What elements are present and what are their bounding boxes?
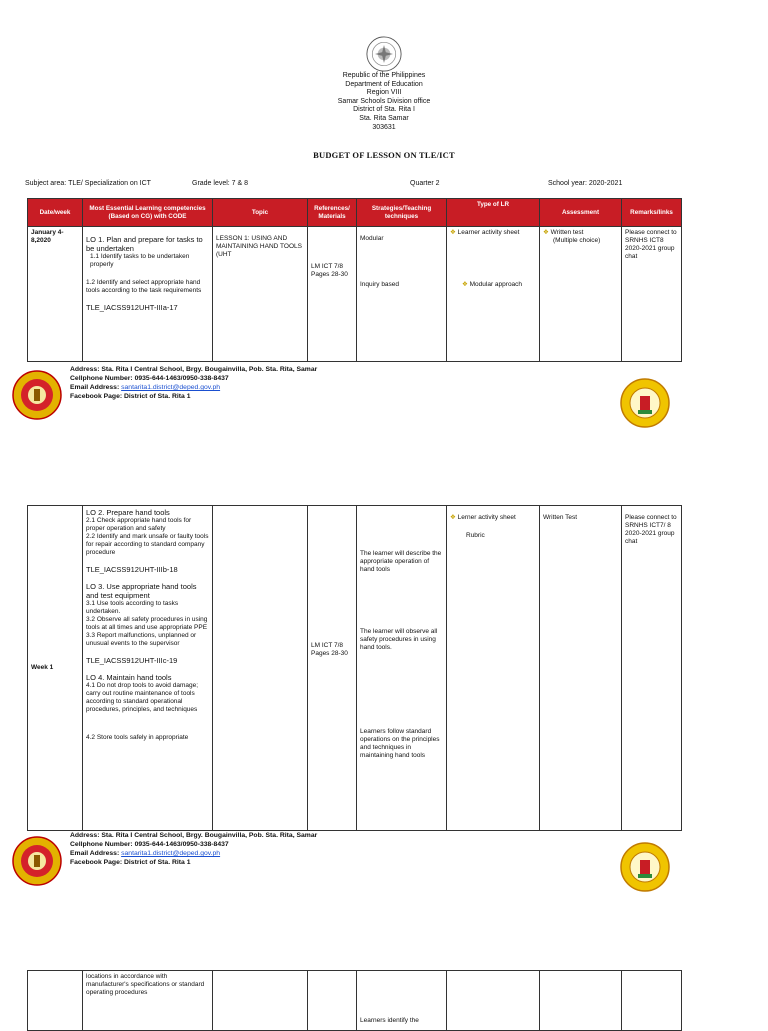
- col-header: Most Essential Learning competencies (Based on CG) with CODE: [83, 199, 213, 227]
- remarks-cell: [622, 971, 682, 1031]
- col-header: Remarks/links: [622, 199, 682, 227]
- assessment-cell: [540, 227, 622, 362]
- document-title: BUDGET OF LESSON ON TLE/ICT: [313, 150, 455, 160]
- lo-heading: LO 2. Prepare hand tools: [86, 508, 170, 517]
- week-cell: [28, 506, 83, 831]
- competency-code: TLE_IACSS912UHT-IIIa-17: [86, 303, 178, 312]
- competency-code: TLE_IACSS912UHT-IIIc-19: [86, 656, 178, 665]
- lr-item: [450, 229, 536, 237]
- remarks-text: Please connect to SRNHS ICT7/ 8 2020-2021 group chat: [625, 514, 677, 545]
- diamond-bullet-icon: ❖: [543, 229, 549, 236]
- topic-cell: [213, 506, 308, 831]
- assessment-text: Written Test: [543, 514, 578, 521]
- header-line: Sta. Rita Samar: [359, 114, 409, 122]
- footer-facebook: Facebook Page: District of Sta. Rita 1: [70, 859, 191, 866]
- reference-cell: [308, 506, 357, 831]
- footer-contact: [70, 831, 317, 867]
- date-text: January 4-8,2020: [31, 229, 64, 244]
- assessment-text: (Multiple choice): [553, 237, 601, 244]
- lr-text: Rubric: [466, 532, 485, 539]
- header-line: Department of Education: [345, 80, 423, 88]
- competency-item: 2.1 Check appropriate hand tools for proper operation and safety: [86, 517, 192, 532]
- strategy-text: Learners follow standard operations on the principles and techniques in maintaining hand tools: [360, 728, 440, 759]
- assessment-item: [543, 229, 618, 237]
- assessment-cell: [540, 971, 622, 1031]
- school-year: School year: 2020-2021: [548, 180, 623, 187]
- topic-text: LESSON 1: USING AND MAINTAINING HAND TOOLS (UHT: [216, 235, 302, 258]
- lr-cell: [447, 506, 540, 831]
- topic-cell: [213, 227, 308, 362]
- footer-phone: Cellphone Number: 0935-644-1463/0950-338-8437: [70, 375, 229, 382]
- diamond-bullet-icon: ❖: [450, 229, 456, 236]
- footer-email: [70, 383, 317, 392]
- district-logo-icon: [620, 842, 670, 892]
- lo-heading: LO 3. Use appropriate hand tools and test equipment: [86, 582, 197, 600]
- lesson-table-page1: [27, 198, 682, 362]
- diamond-bullet-icon: ❖: [462, 281, 468, 288]
- footer-facebook: Facebook Page: District of Sta. Rita 1: [70, 393, 191, 400]
- competency-item: 2.2 Identify and mark unsafe or faulty tools for repair according to standard company procedure: [86, 533, 209, 556]
- strategy-text: The learner will observe all safety procedures in using hand tools.: [360, 628, 438, 651]
- email-link[interactable]: santarita1.district@deped.gov.ph: [121, 384, 221, 391]
- lr-item: [450, 281, 536, 289]
- header-block: [0, 72, 768, 132]
- col-header: Strategies/Teaching techniques: [357, 199, 447, 227]
- footer-phone: Cellphone Number: 0935-644-1463/0950-338-8437: [70, 841, 229, 848]
- competency-item: 3.1 Use tools according to tasks undertaken.: [86, 600, 179, 615]
- header-line: District of Sta. Rita I: [353, 106, 415, 114]
- assessment-text: Written test: [550, 229, 584, 236]
- week-cell: [28, 971, 83, 1031]
- col-header: References/ Materials: [308, 199, 357, 227]
- strategy-text: Learners identify the: [360, 1017, 419, 1024]
- remarks-cell: [622, 506, 682, 831]
- school-logo-icon: [12, 370, 62, 420]
- header-line: 303631: [372, 123, 396, 131]
- header-line: Republic of the Philippines: [342, 72, 426, 79]
- competency-cell: [83, 506, 213, 831]
- school-logo-icon: [12, 836, 62, 886]
- remarks-text: Please connect to SRNHS ICT8 2020-2021 group chat: [625, 229, 677, 260]
- lo-heading: LO 4. Maintain hand tools: [86, 673, 172, 682]
- col-header: Type of LR: [447, 199, 540, 227]
- assessment-cell: [540, 506, 622, 831]
- reference-text: LM ICT 7/8 Pages 28-30: [311, 642, 348, 657]
- footer-address: Address: Sta. Rita I Central School, Brgy. Bougainvilla, Pob. Sta. Rita, Samar: [70, 366, 318, 373]
- strategy-cell: [357, 971, 447, 1031]
- competency-item: 4.1 Do not drop tools to avoid damage; carry out routine maintenance of tools according to standard operational procedures, principles, and techniques: [86, 682, 199, 713]
- competency-item: locations in accordance with manufacturer's specifications or standard operating procedures: [86, 973, 205, 996]
- competency-item: 1.2 Identify and select appropriate hand tools according to the task requirements: [86, 279, 202, 294]
- lo-heading: LO 1. Plan and prepare for tasks to be undertaken: [86, 235, 203, 253]
- lr-text: Lerner activity sheet: [457, 514, 516, 521]
- strategy-text: Inquiry based: [360, 281, 400, 288]
- header-line: Region VIII: [366, 89, 402, 97]
- remarks-cell: [622, 227, 682, 362]
- reference-cell: [308, 971, 357, 1031]
- date-cell: [28, 227, 83, 362]
- week-text: Week 1: [31, 664, 54, 671]
- lesson-table-page2: [27, 505, 682, 831]
- strategy-cell: [357, 506, 447, 831]
- topic-cell: [213, 971, 308, 1031]
- diamond-bullet-icon: ❖: [450, 514, 456, 521]
- col-header: Topic: [213, 199, 308, 227]
- lr-cell: [447, 971, 540, 1031]
- competency-cell: [83, 971, 213, 1031]
- footer-contact: [70, 365, 317, 401]
- grade-level: Grade level: 7 & 8: [192, 180, 249, 187]
- lr-text: Learner activity sheet: [457, 229, 520, 236]
- strategy-text: Modular: [360, 235, 384, 242]
- competency-item: 4.2 Store tools safely in appropriate: [86, 734, 189, 741]
- footer-email: [70, 849, 317, 858]
- district-logo-icon: [620, 378, 670, 428]
- reference-cell: [308, 227, 357, 362]
- deped-seal-icon: [366, 36, 402, 72]
- lr-cell: [447, 227, 540, 362]
- competency-item: 1.1 Identify tasks to be undertaken properly: [90, 253, 190, 268]
- competency-item: 3.2 Observe all safety procedures in using tools at all times and use appropriate PPE 3.3 Report malfunctions, unplanned or unusual events to the supervisor: [86, 616, 208, 647]
- col-header: Date/week: [28, 199, 83, 227]
- lr-item: [450, 514, 536, 522]
- email-label: Email Address:: [70, 384, 122, 391]
- subject-area: Subject area: TLE/ Specialization on ICT: [25, 180, 151, 187]
- footer-address: Address: Sta. Rita I Central School, Brgy. Bougainvilla, Pob. Sta. Rita, Samar: [70, 832, 318, 839]
- col-header: Assessment: [540, 199, 622, 227]
- email-label: Email Address:: [70, 850, 122, 857]
- lesson-table-page3: [27, 970, 682, 1031]
- email-link[interactable]: santarita1.district@deped.gov.ph: [121, 850, 221, 857]
- strategy-cell: [357, 227, 447, 362]
- quarter: Quarter 2: [410, 180, 440, 187]
- strategy-text: The learner will describe the appropriate operation of hand tools: [360, 550, 442, 573]
- competency-code: TLE_IACSS912UHT-IIIb-18: [86, 565, 178, 574]
- lr-text: Modular approach: [469, 281, 523, 288]
- competency-cell: [83, 227, 213, 362]
- reference-text: LM ICT 7/8 Pages 28-30: [311, 263, 348, 278]
- header-line: Samar Schools Division office: [337, 97, 431, 105]
